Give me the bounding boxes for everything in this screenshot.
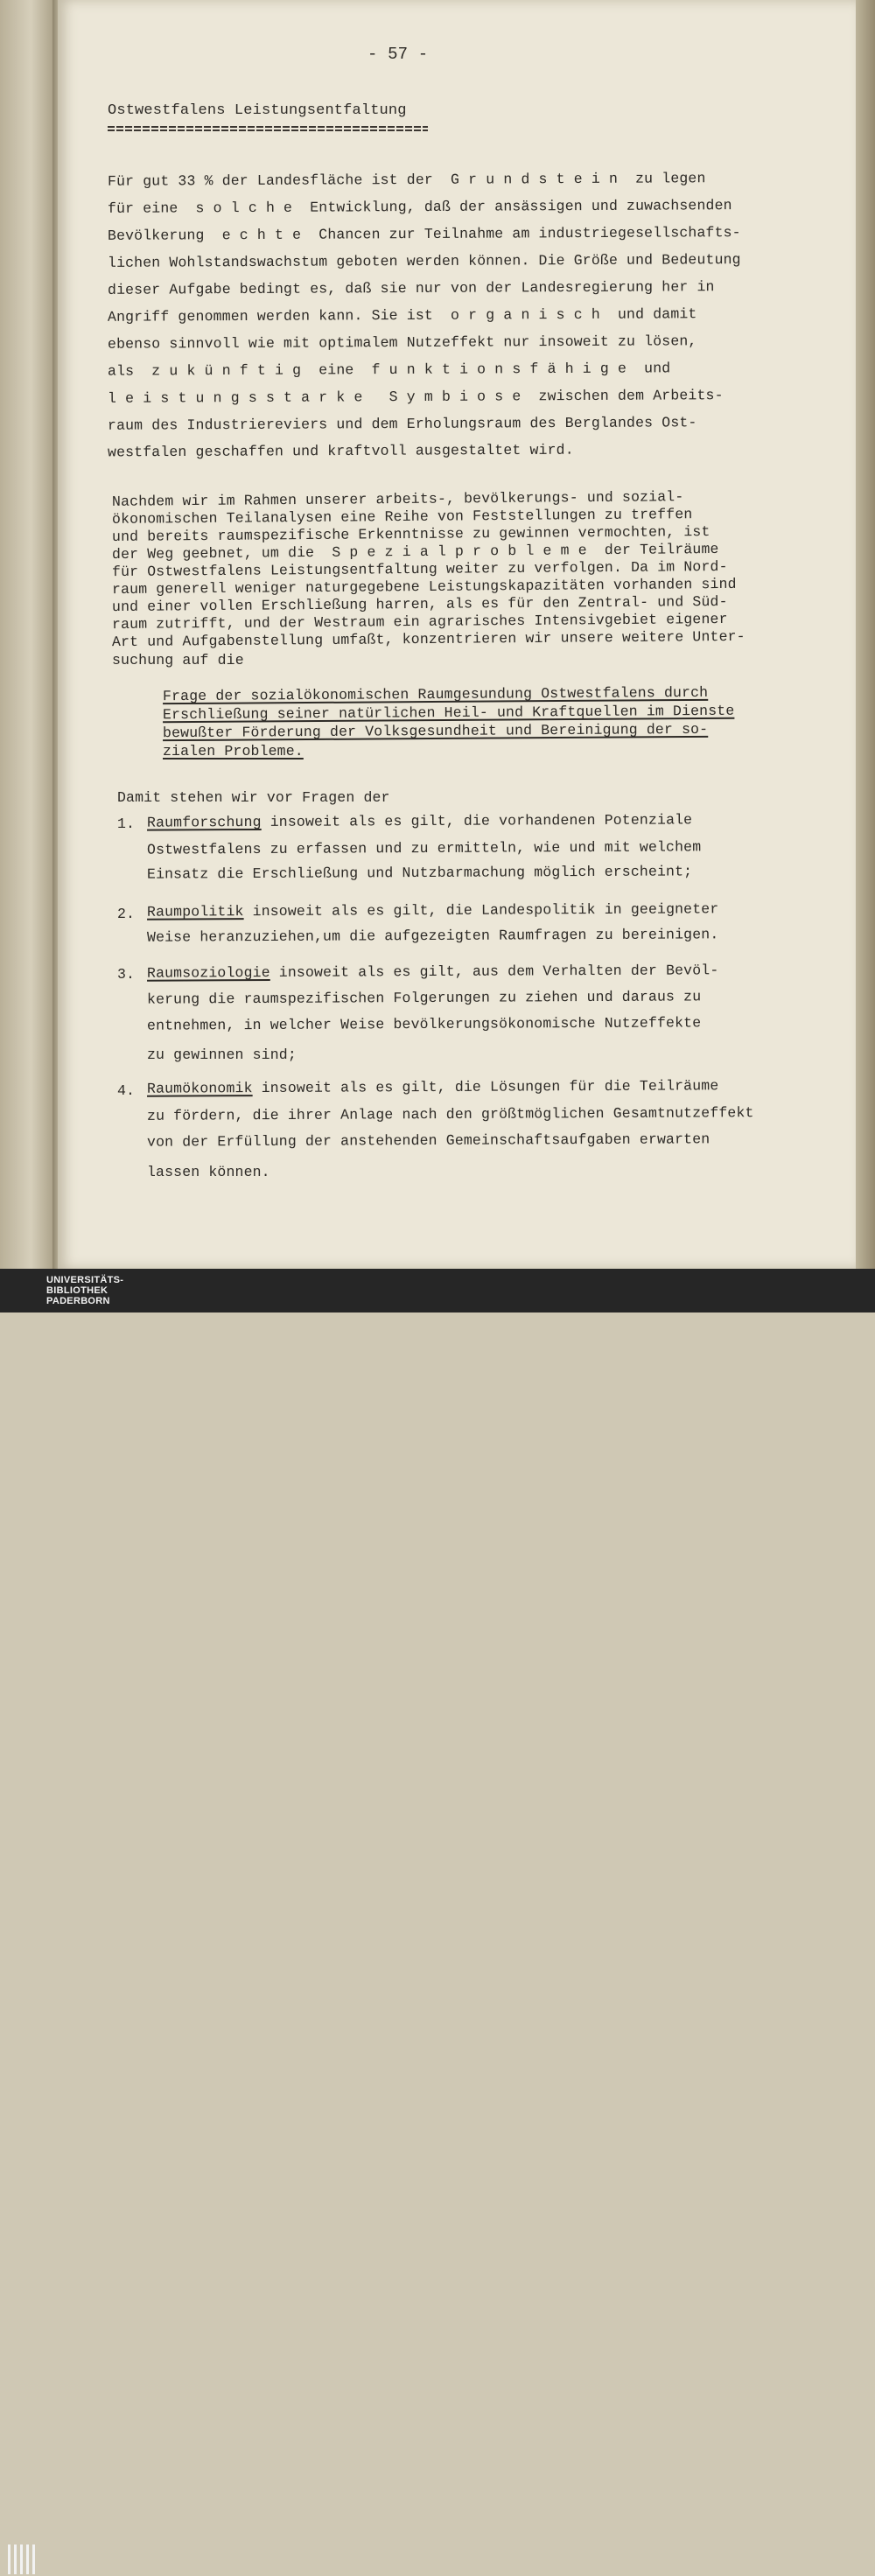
paragraph1-line: westfalen geschaffen und kraftvoll ausgestaltet wird. [107,441,574,461]
scanned-book-spread [0,0,875,1269]
page-number: - 57 - [368,45,429,64]
list-item-text: insoweit als es gilt, aus dem Verhalten der Bevöl- [270,962,719,981]
paragraph2-line: und bereits raumspezifische Erkenntnisse zu gewinnen vermochten, ist [111,523,710,545]
paragraph2-line: der Weg geebnet, um die S p e z i a l p r o b l e m e der Teilräume [111,540,719,564]
library-footer-bar [0,1269,875,1312]
paragraph2-line: Nachdem wir im Rahmen unserer arbeits-, bevölkerungs- und sozial- [111,488,684,510]
paragraph2-line: raum zutrifft, und der Westraum ein agrarisches Intensivgebiet eigener [111,610,728,634]
list-item-number: 1. [117,816,136,832]
paragraph1-line: für eine s o l c h e Entwicklung, daß der ansässigen und zuwachsenden [107,197,732,217]
list-item-text: insoweit als es gilt, die vorhandenen Potenziale [261,811,693,830]
facing-page-edge [0,0,56,1269]
footer-line: UNIVERSITÄTS- [46,1275,124,1285]
list-item-line [147,811,692,831]
list-item-number: 4. [117,1082,136,1099]
list-item-line: zu gewinnen sind; [147,1046,297,1063]
list-item-line: lassen können. [147,1164,270,1180]
paragraph1-line: ebenso sinnvoll wie mit optimalem Nutzeffekt nur insoweit zu lösen, [107,332,697,353]
paragraph2-line: raum generell weniger naturgegebene Leistungskapazitäten vorhanden sind [111,575,737,598]
paragraph1-line: lichen Wohlstandswachstum geboten werden können. Die Größe und Bedeutung [107,251,741,271]
paragraph1-line: Bevölkerung e c h t e Chancen zur Teilnahme am industriegesellschafts- [107,224,741,244]
list-item-line: Einsatz die Erschließung und Nutzbarmachung möglich erscheint; [146,863,693,883]
list-item-term: Raumsoziologie [146,963,270,982]
list-item-line: zu fördern, die ihrer Anlage nach den größtmöglichen Gesamtnutzeffekt [146,1104,754,1124]
list-item-term: Raumökonomik [146,1080,253,1097]
list-intro: Damit stehen wir vor Fragen der [117,789,390,806]
list-item-line: Ostwestfalens zu erfassen und zu ermitteln, wie und mit welchem [146,838,702,858]
list-item-line [147,900,718,920]
paragraph1-line: als z u k ü n f t i g eine f u n k t i o n s f ä h i g e und [107,360,671,380]
focus-line: bewußter Förderung der Volksgesundheit und Bereinigung der so- [162,720,709,742]
paragraph1-line: Angriff genommen werden kann. Sie ist o r g a n i s c h und damit [107,305,697,326]
paragraph1-line: dieser Aufgabe bedingt es, daß sie nur von der Landesregierung her in [107,278,715,298]
focus-line: zialen Probleme. [163,743,304,760]
paragraph1-line: l e i s t u n g s s t a r k e S y m b i o s e zwischen dem Arbeits- [107,387,724,407]
paragraph2-line: Art und Aufgabenstellung umfaßt, konzentrieren wir unsere weitere Unter- [111,627,746,651]
footer-line: PADERBORN [46,1296,110,1306]
paragraph1-line: raum des Industriereviers und dem Erholungsraum des Berglandes Ost- [107,414,697,434]
list-item-line: entnehmen, in welcher Weise bevölkerungsökonomische Nutzeffekte [146,1014,702,1034]
list-item-text: insoweit als es gilt, die Lösungen für die Teilräume [252,1077,719,1097]
list-item-text: insoweit als es gilt, die Landespolitik in geeigneter [243,900,719,920]
list-item-line: Weise heranzuziehen,um die aufgezeigten Raumfragen zu bereinigen. [146,926,719,946]
list-item-term: Raumpolitik [146,903,244,920]
list-item-line [147,1077,718,1097]
list-item-line: kerung die raumspezifischen Folgerungen zu ziehen und daraus zu [146,988,702,1008]
paragraph2-line: suchung auf die [112,652,244,668]
paragraph2-line: ökonomischen Teilanalysen eine Reihe von Feststellungen zu treffen [111,506,693,528]
focus-line: Erschließung seiner natürlichen Heil- und Kraftquellen im Dienste [162,702,735,724]
list-item-term: Raumforschung [146,813,262,831]
list-item-line [147,962,718,982]
focus-line: Frage der sozialökonomischen Raumgesundung Ostwestfalens durch [162,683,709,705]
paragraph1-line: Für gut 33 % der Landesfläche ist der G r u n d s t e i n zu legen [107,170,706,190]
list-item-number: 2. [117,906,136,922]
list-item-line: von der Erfüllung der anstehenden Gemeinschaftsaufgaben erwarten [146,1130,710,1151]
section-heading: Ostwestfalens Leistungsentfaltung [108,102,407,119]
page-stack-edge [856,0,875,1269]
paragraph2-line: und einer vollen Erschließung harren, als es für den Zentral- und Süd- [111,592,728,616]
footer-line: BIBLIOTHEK [46,1285,108,1296]
library-logo-icon [7,2543,38,2576]
list-item-number: 3. [117,966,136,983]
paragraph2-line: für Ostwestfalens Leistungsentfaltung weiter zu verfolgen. Da im Nord- [111,557,728,581]
